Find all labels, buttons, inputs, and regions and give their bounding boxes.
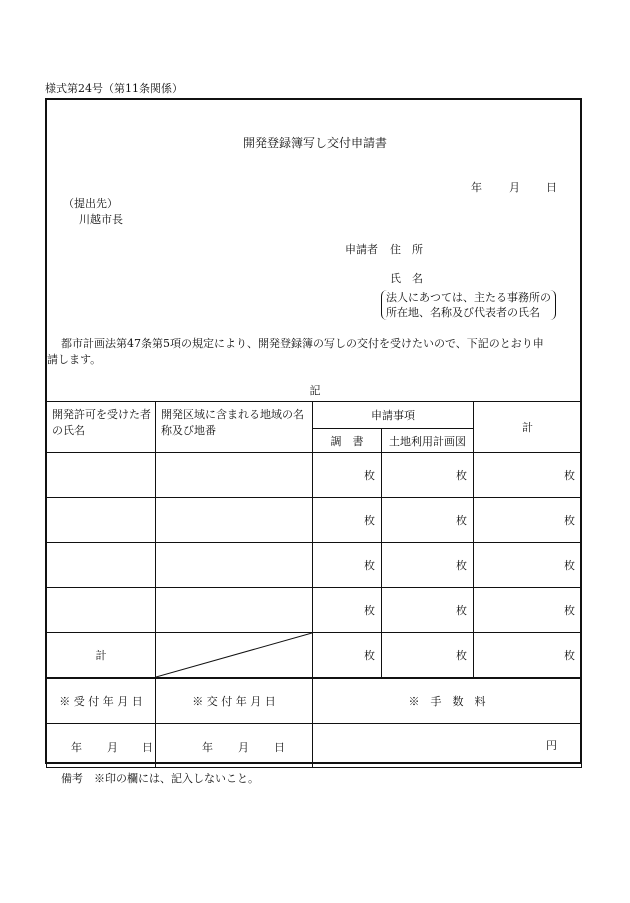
application-items-header: 申請事項 [313,402,474,429]
received-day-label: 日 [142,740,153,754]
permit-holder-cell[interactable] [47,453,156,498]
document-count-cell[interactable]: 枚 [313,543,382,588]
applicant-label: 申請者 [345,243,378,256]
landuse-count-cell[interactable]: 枚 [382,588,474,633]
total-row [47,633,582,678]
office-use-table [46,677,582,768]
total-count-cell[interactable]: 枚 [474,453,582,498]
body-text-line2: 請します。 [47,353,102,366]
application-table [46,401,582,678]
total-row-label: 計 [47,633,156,678]
issued-date-cell[interactable] [156,723,313,767]
area-header: 開発区域に含まれる地域の名称及び地番 [156,402,313,453]
issued-day-label: 日 [274,740,285,754]
total-count-cell[interactable]: 枚 [474,543,582,588]
footer-note: 備考 ※印の欄には、記入しないこと。 [61,772,259,785]
received-date-cell[interactable] [47,723,156,767]
date-month-label: 月 [509,181,520,194]
document-title: 開発登録簿写し交付申請書 [242,136,387,150]
total-count-cell[interactable]: 枚 [474,588,582,633]
document-total-cell[interactable]: 枚 [313,633,382,678]
diagonal-cell [156,633,313,678]
form-number: 様式第24号（第11条関係） [45,82,183,95]
body-text-line1: 都市計画法第47条第5項の規定により、開発登録簿の写しの交付を受けたいので、下記のとおり申 [61,337,544,350]
permit-holder-header: 開発許可を受けた者の氏名 [47,402,156,453]
landuse-count-cell[interactable]: 枚 [382,453,474,498]
total-count-cell[interactable]: 枚 [474,498,582,543]
document-count-cell[interactable]: 枚 [313,498,382,543]
area-cell[interactable] [156,453,313,498]
corporate-note [381,290,556,320]
issued-date-header: ※ 交 付 年 月 日 [156,678,313,723]
applicant-address-label: 住 所 [390,243,423,256]
corporate-note-line2: 所在地、名称及び代表者の氏名 [386,306,540,319]
issued-month-label: 月 [238,740,249,754]
table-row [47,588,582,633]
grand-total-cell[interactable]: 枚 [474,633,582,678]
table-row [47,543,582,588]
permit-holder-cell[interactable] [47,498,156,543]
landuse-count-cell[interactable]: 枚 [382,543,474,588]
permit-holder-cell[interactable] [47,588,156,633]
document-count-cell[interactable]: 枚 [313,588,382,633]
landuse-total-cell[interactable]: 枚 [382,633,474,678]
ki-label: 記 [309,384,321,397]
date-day-label: 日 [546,181,557,194]
received-month-label: 月 [107,740,118,754]
landuse-count-cell[interactable]: 枚 [382,498,474,543]
document-count-cell[interactable]: 枚 [313,453,382,498]
table-row [47,498,582,543]
area-cell[interactable] [156,498,313,543]
issued-year-label: 年 [202,740,213,754]
fee-amount-cell[interactable]: 円 [313,723,582,767]
permit-holder-cell[interactable] [47,543,156,588]
applicant-name-label: 氏 名 [390,272,423,285]
area-cell[interactable] [156,543,313,588]
recipient-name: 川越市長 [79,213,123,226]
document-header: 調 書 [313,429,382,453]
received-date-header: ※ 受 付 年 月 日 [47,678,156,723]
received-year-label: 年 [71,740,82,754]
corporate-note-line1: 法人にあつては、主たる事務所の [386,291,551,304]
recipient-label: （提出先） [63,197,118,210]
date-year-label: 年 [471,181,482,194]
area-cell[interactable] [156,588,313,633]
diagonal-line [156,633,312,677]
landuse-plan-header: 土地利用計画図 [382,429,474,453]
fee-header: ※ 手 数 料 [313,678,582,723]
table-row [47,453,582,498]
total-header: 計 [474,402,582,453]
